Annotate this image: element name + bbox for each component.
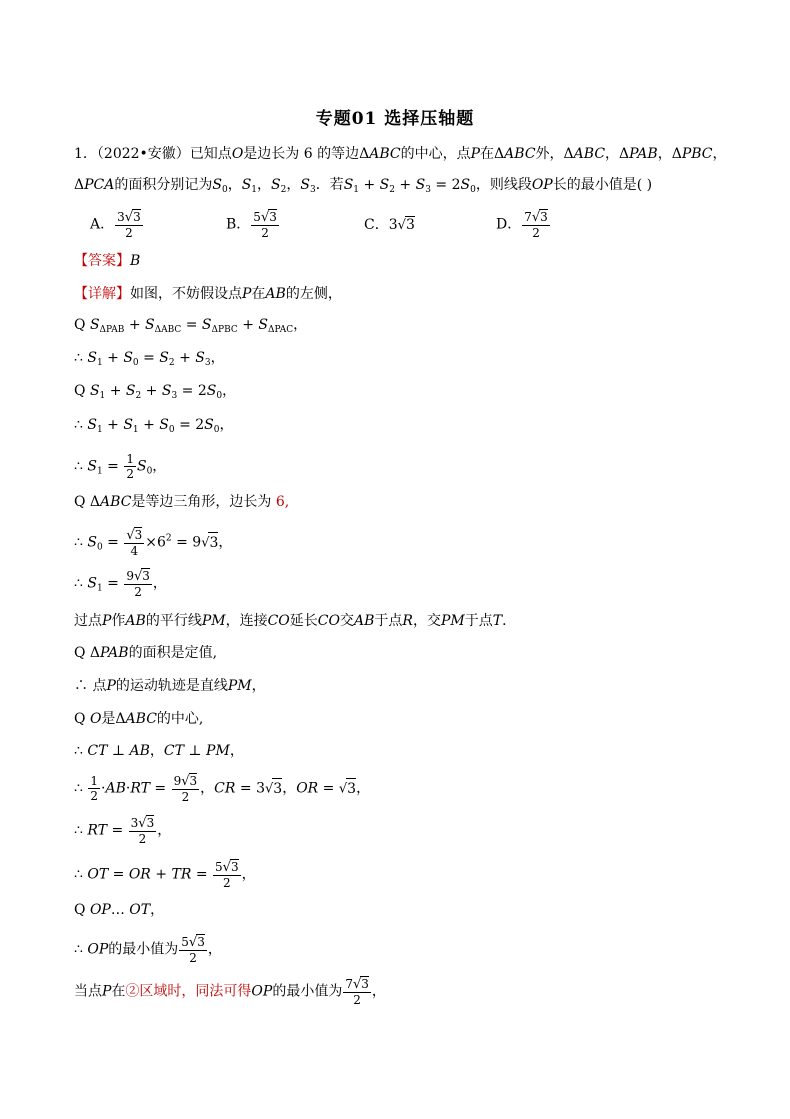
detail-line-10: 过点P作AB的平行线PM，连接CO延长CO交AB于点R，交PM于点T． [74,613,517,629]
option-d[interactable]: D． $\frac{7√3}{2}$ [496,210,548,240]
detail-line-17: ∴ OT = OR + TR = $\frac{5√3}{2}$ ， [74,860,256,890]
detail-line-4: Q $S_1 + S_2 + S_3 = 2S_0$， [74,383,237,401]
detail-line-2: Q $S_{\Delta PAB} + S_{\Delta ABC} = S_{\Delta PBC} + S_{\Delta PAC}$， [74,317,308,335]
detail-line-6: ∴ $S_1$ = $\frac{1}{2}$ $S_0$， [74,452,167,481]
option-c[interactable]: C．3√3 [364,217,415,233]
detail-line-5: ∴ $S_1 + S_1 + S_0 = 2S_0$， [74,417,234,435]
detail-line-20: 当点P在②区域时，同法可得OP的最小值为 $\frac{7√3}{2}$ ， [74,977,386,1007]
detail-line-18: Q OP… OT， [74,902,165,918]
detail-line-15: ∴ $\frac{1}{2}$ ·AB·RT = $\frac{9√3}{2}$ ，CR = 3√3，OR = √3， [74,774,371,804]
answer-label: 【答案】 [74,253,130,269]
detail-line-19: ∴ OP的最小值为 $\frac{5√3}{2}$ ， [74,935,222,965]
detail-label: 【详解】 [74,286,130,302]
detail-line-14: ∴ CT ⊥ AB，CT ⊥ PM， [74,743,244,759]
detail-line-16: ∴ RT = $\frac{3√3}{2}$ ， [74,816,172,846]
answer-line [74,251,140,271]
detail-line-3: ∴ $S_1 + S_0 = S_2 + S_3$， [74,350,225,368]
detail-line-1: 【详解】如图，不妨假设点P在AB的左侧， [74,286,342,302]
detail-line-12: ∴ 点P的运动轨迹是直线PM， [74,678,266,694]
detail-line-8: ∴ $S_0$ = $\frac{√3}{4}$ $\times 6^2 = 9√3$， [74,528,233,558]
detail-line-11: Q ΔPAB的面积是定值, [74,645,218,661]
option-a[interactable]: A． $\frac{3√3}{2}$ [90,210,141,240]
option-b[interactable]: B． $\frac{5√3}{2}$ [226,210,277,240]
answer-value: B [130,253,141,269]
question-number: 1． [74,146,97,162]
detail-line-9: ∴ $S_1$ = $\frac{9√3}{2}$ ， [74,569,167,599]
page-title: 专题01 选择压轴题 [315,109,475,129]
question-source: （2022•安徽） [96,146,190,162]
question-line-2: ΔPCA的面积分别记为$S_0$，$S_1$，$S_2$，$S_3$．若$S_1 + S_2 + S_3 = 2S_0$，则线段OP长的最小值是( ) [74,177,653,195]
question-line-1: 1．（2022•安徽）已知点O是边长为 6 的等边ΔABC的中心，点P在ΔABC外，ΔABC，ΔPAB，ΔPBC， [74,146,727,162]
detail-line-7: Q ΔABC是等边三角形，边长为 6, [74,494,290,510]
detail-line-13: Q O是ΔABC的中心, [74,711,204,727]
